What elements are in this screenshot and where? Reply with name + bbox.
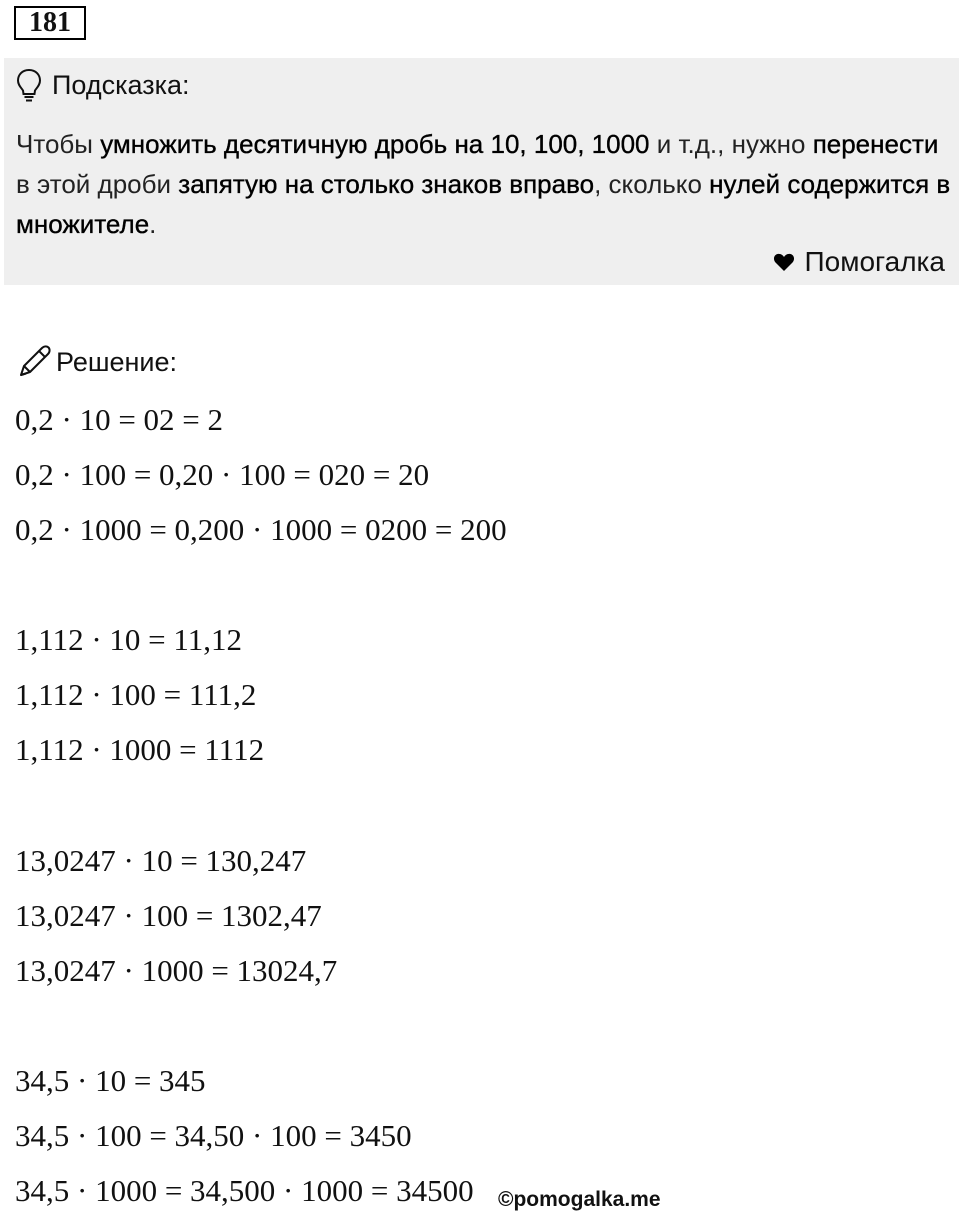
hint-text <box>16 124 951 244</box>
equation: 13,0247 · 100 = 1302,47 <box>15 898 322 933</box>
equation: 0,2 · 1000 = 0,200 · 1000 = 0200 = 200 <box>15 512 507 547</box>
hint-emphasis: умножить десятичную дробь на 10, 100, 1000 <box>100 129 650 159</box>
signature-text: Помогалка <box>804 246 945 277</box>
task-number: 181 <box>14 6 86 40</box>
equation: 13,0247 · 10 = 130,247 <box>15 843 307 878</box>
hint-fragment: Чтобы <box>16 129 101 159</box>
heart-icon <box>773 252 795 272</box>
hint-emphasis: нулей содержится в множителе <box>16 169 951 239</box>
equation: 34,5 · 10 = 345 <box>15 1063 206 1098</box>
hint-box <box>4 58 959 285</box>
equation: 34,5 · 100 = 34,50 · 100 = 3450 <box>15 1118 412 1153</box>
hint-fragment: . <box>149 209 157 239</box>
hint-emphasis: запятую на столько знаков вправо <box>178 169 595 199</box>
solution-title: Решение: <box>56 346 178 377</box>
lightbulb-icon <box>16 68 42 102</box>
hint-emphasis: перенести <box>812 129 939 159</box>
equation: 1,112 · 100 = 111,2 <box>15 677 257 712</box>
equation: 1,112 · 1000 = 1112 <box>15 732 265 767</box>
hint-signature <box>773 246 945 278</box>
equation: 1,112 · 10 = 11,12 <box>15 622 243 657</box>
pencil-icon <box>16 344 52 380</box>
equation: 0,2 · 100 = 0,20 · 100 = 020 = 20 <box>15 457 430 492</box>
copyright: ©pomogalka.me <box>498 1188 661 1211</box>
equation: 34,5 · 1000 = 34,500 · 1000 = 34500 <box>15 1173 474 1208</box>
equation: 0,2 · 10 = 02 = 2 <box>15 402 224 437</box>
equation: 13,0247 · 1000 = 13024,7 <box>15 953 338 988</box>
hint-fragment: и т.д., нужно <box>649 129 813 159</box>
solution-header <box>16 344 177 380</box>
hint-fragment: в этой дроби <box>16 169 179 199</box>
hint-title: Подсказка: <box>52 69 190 100</box>
hint-fragment: , сколько <box>594 169 710 199</box>
hint-header <box>16 68 190 102</box>
